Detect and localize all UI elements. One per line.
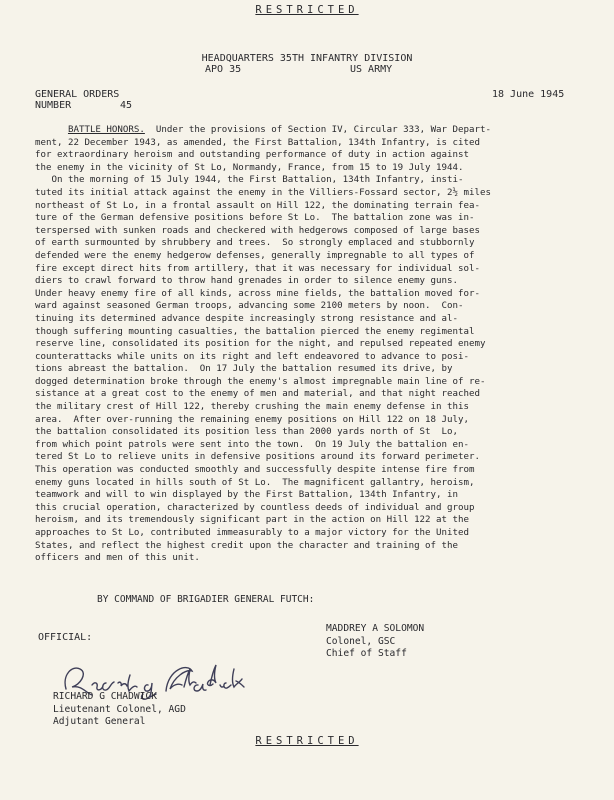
classification-header: RESTRICTED <box>255 4 359 16</box>
body-line-text: Under heavy enemy fire of all kinds, across mine fields, the battalion moved for- <box>35 288 480 299</box>
body-line-text: tinuing its determined advance despite increasingly strong resistance and al- <box>35 313 459 324</box>
body-line <box>35 489 595 502</box>
body-line <box>35 124 595 137</box>
body-line-text: reserve line, consolidated its position for the night, and repulsed repeated enemy <box>35 339 486 350</box>
chief-of-staff-rank: Colonel, GSC <box>326 635 396 647</box>
body-line-text: tered St Lo to relieve units in defensive positions around its forward perimeter. <box>35 452 480 463</box>
body-line-text: diers to crawl forward to throw hand grenades in order to silence enemy guns. <box>35 276 459 287</box>
body-line <box>35 200 595 213</box>
body-line <box>35 212 595 225</box>
body-line-text: counterattacks while units on its right and left endeavored to advance to posi- <box>35 351 470 362</box>
body-line <box>35 137 595 150</box>
body-line-text: ture of the German defensive positions before St Lo. The battalion zone was in- <box>35 213 475 224</box>
chief-of-staff-name: MADDREY A SOLOMON <box>326 623 425 634</box>
chief-of-staff-block <box>326 623 424 661</box>
body-line <box>35 376 595 389</box>
us-army-label: US ARMY <box>350 64 393 75</box>
body-line-text: approaches to St Lo, contributed immeasurably to a major victory for the United <box>35 528 470 538</box>
body-line-text: This operation was conducted smoothly and successfully despite intense fire from <box>35 465 475 476</box>
body-line-text: defended were the enemy hedgerow defenses, generally impregnable to all types of <box>35 250 475 261</box>
body-line <box>35 414 595 427</box>
body-line <box>35 540 595 553</box>
underlined-heading: BATTLE HONORS. <box>67 125 145 135</box>
body-line <box>35 275 595 288</box>
body-line-text: sistance at a great cost to the enemy of men and material, and that night reached <box>35 389 480 400</box>
body-line <box>35 426 595 439</box>
body-line <box>35 225 595 238</box>
order-date: 18 June 1945 <box>492 89 565 100</box>
body-line <box>35 237 595 250</box>
body-line <box>35 388 595 401</box>
body-line-text: ment, 22 December 1943, as amended, the First Battalion, 134th Infantry, is cited <box>35 137 480 148</box>
adjutant-title: Adjutant General <box>53 716 146 728</box>
citation-body <box>35 124 595 565</box>
order-number: 45 <box>120 100 133 111</box>
body-line-text: dogged determination broke through the enemy's almost impregnable main line of re- <box>35 376 486 387</box>
body-line <box>35 174 595 187</box>
body-line-text: officers and men of this unit. <box>35 553 200 564</box>
adjutant-block <box>53 691 186 729</box>
body-line <box>35 187 595 200</box>
official-label: OFFICIAL: <box>38 632 93 643</box>
body-line <box>35 502 595 515</box>
body-line <box>35 527 595 540</box>
body-line <box>35 439 595 452</box>
classification-footer: RESTRICTED <box>255 735 359 747</box>
body-line <box>35 149 595 162</box>
body-line-text: fire except direct hits from artillery, that it was necessary for individual sol- <box>35 263 480 274</box>
body-line-text: States, and reflect the highest credit upon the character and training of the <box>35 540 459 551</box>
body-line-text: area. After over-running the remaining enemy positions on Hill 122 on 18 July, <box>35 414 470 425</box>
body-line <box>35 464 595 477</box>
body-line-text <box>35 125 68 135</box>
body-line-text: ward against seasoned German troops, advancing some 2100 meters by noon. Con- <box>35 301 464 312</box>
body-line <box>35 313 595 326</box>
headquarters-title: HEADQUARTERS 35TH INFANTRY DIVISION <box>201 53 413 64</box>
body-line-text: tuted its initial attack against the enemy in the Villiers-Fossard sector, 2½ miles <box>35 187 491 198</box>
apo-number: APO 35 <box>205 64 242 75</box>
body-line-text: heroism, and its tremendously significant part in the action on Hill 122 at the <box>35 515 470 526</box>
number-label: NUMBER <box>35 100 72 111</box>
body-line-text: the enemy in the vicinity of St Lo, Normandy, France, from 15 to 19 July 1944. <box>35 162 464 173</box>
body-line <box>35 300 595 313</box>
body-line <box>35 326 595 339</box>
general-orders-label: GENERAL ORDERS <box>35 89 120 100</box>
body-line-text: the battalion consolidated its position less than 2000 yards north of St Lo, <box>35 427 459 438</box>
body-line <box>35 552 595 565</box>
adjutant-name: RICHARD G CHADWICK <box>53 691 157 702</box>
adjutant-rank: Lieutenant Colonel, AGD <box>53 703 186 715</box>
body-line-text: enemy guns located in hills south of St Lo. The magnificent gallantry, heroism, <box>35 477 475 488</box>
body-line-text: for extraordinary heroism and outstanding performance of duty in action against <box>35 150 470 161</box>
body-line-text: terspersed with sunken roads and checkered with hedgerows composed of large bases <box>35 225 480 236</box>
body-line <box>35 363 595 376</box>
body-line-text: the military crest of Hill 122, thereby crushing the main enemy defense in this <box>35 402 470 413</box>
body-line <box>35 514 595 527</box>
body-line <box>35 351 595 364</box>
by-command-line: BY COMMAND OF BRIGADIER GENERAL FUTCH: <box>97 594 315 605</box>
body-line-text: tions abreast the battalion. On 17 July the battalion resumed its drive, by <box>35 364 453 375</box>
body-line <box>35 451 595 464</box>
body-line <box>35 401 595 414</box>
chief-of-staff-title: Chief of Staff <box>326 648 407 660</box>
body-line-text: northeast of St Lo, in a frontal assault on Hill 122, the dominating terrain fea- <box>35 200 480 211</box>
body-line-text: this crucial operation, characterized by countless deeds of individual and group <box>35 502 475 513</box>
body-line-text: though suffering mounting casualties, the battalion pierced the enemy regimental <box>35 326 475 337</box>
body-line <box>35 288 595 301</box>
body-line <box>35 250 595 263</box>
body-line <box>35 263 595 276</box>
body-line <box>35 162 595 175</box>
body-line-text: Under the provisions of Section IV, Circular 333, War Depart- <box>144 125 491 135</box>
body-line-text: On the morning of 15 July 1944, the First Battalion, 134th Infantry, insti- <box>35 175 464 186</box>
body-line <box>35 477 595 490</box>
body-line-text: teamwork and will to win displayed by the First Battalion, 134th Infantry, in <box>35 490 459 501</box>
body-line-text: of earth surmounted by shrubbery and trees. So strongly emplaced and stubbornly <box>35 238 475 249</box>
body-line-text: from which point patrols were sent into the town. On 19 July the battalion en- <box>35 439 470 450</box>
body-line <box>35 338 595 351</box>
